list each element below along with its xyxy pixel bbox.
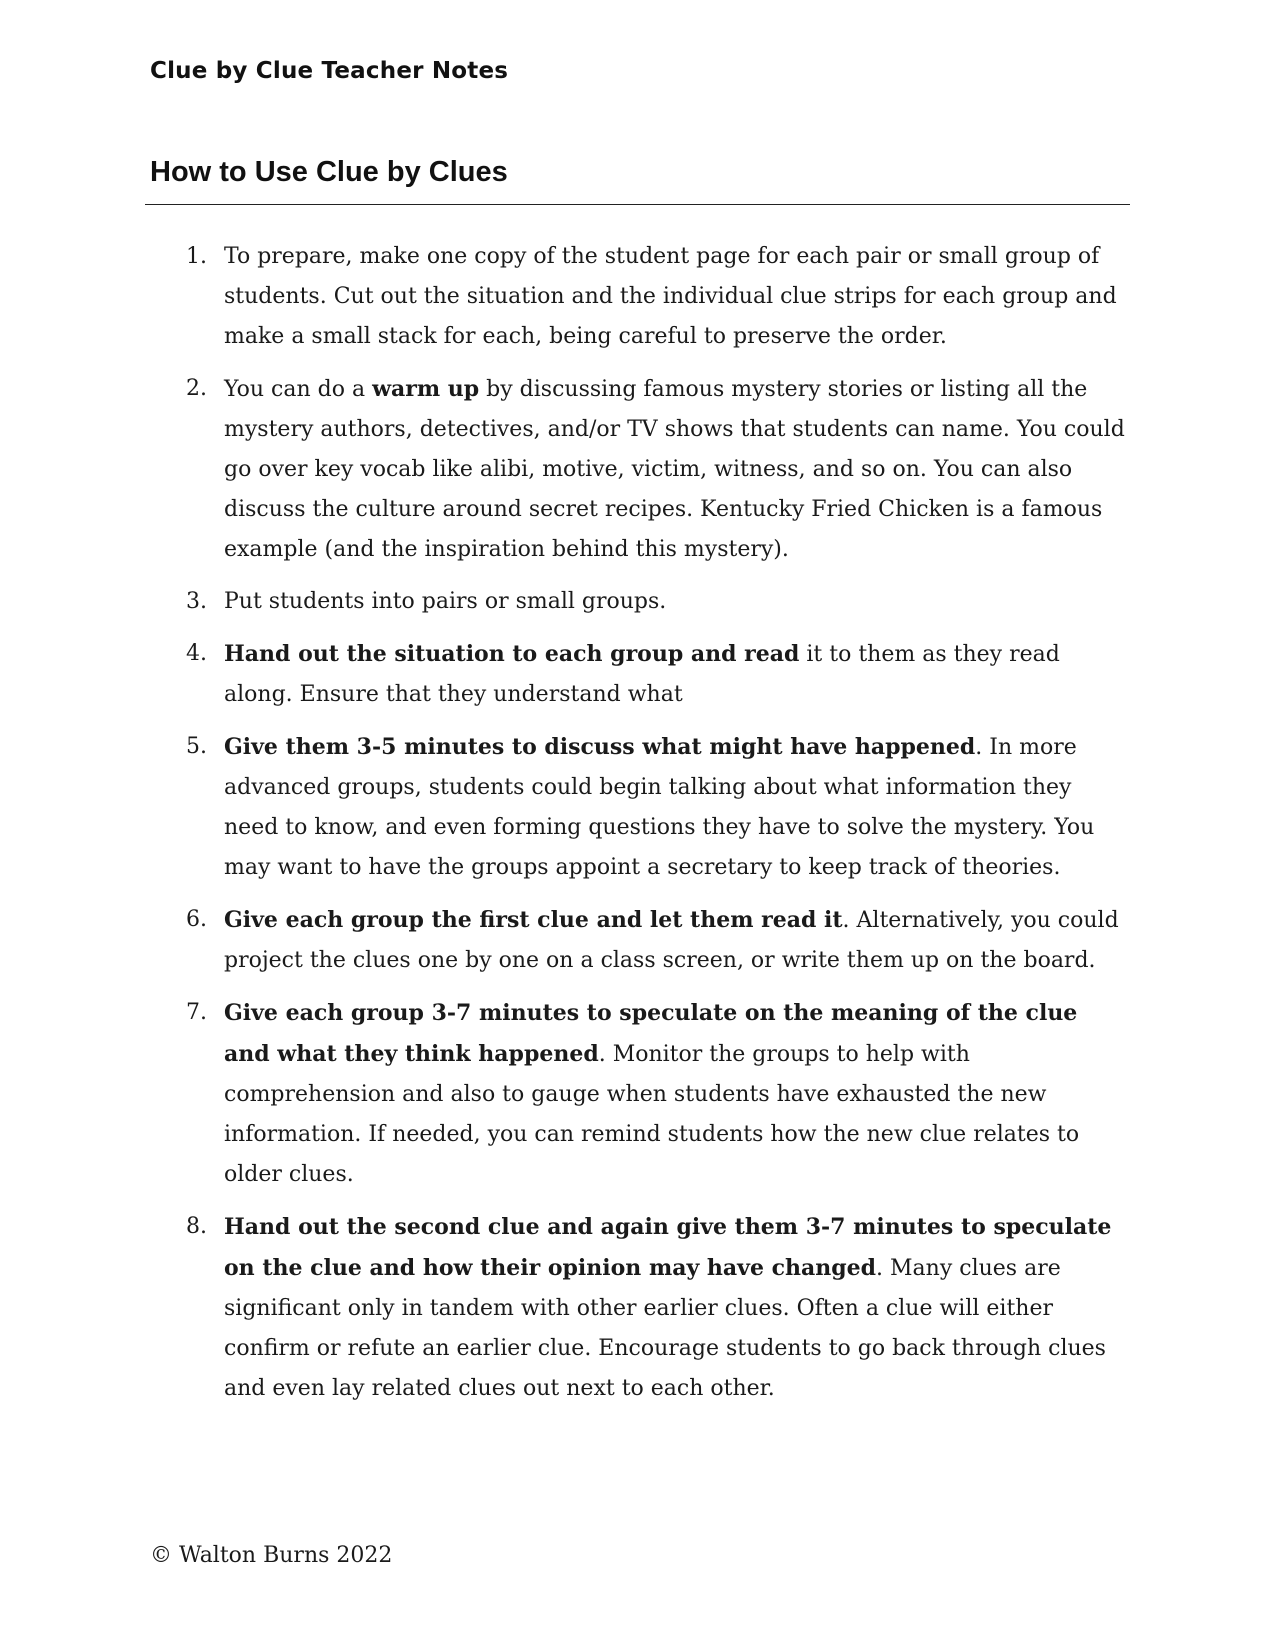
step-emphasis: Hand out the situation to each group and read (224, 641, 800, 667)
step-number: 3. (186, 589, 207, 614)
step-number: 7. (186, 1000, 207, 1025)
instruction-step (150, 993, 1130, 1195)
step-text: . In more advanced groups, students could begin talking about what information they need to know, and even forming questions they have to solve the mystery. You may want to have the groups appoint a secretary to keep track of theories. (224, 735, 1095, 880)
step-emphasis: Hand out the second clue and again give them 3-7 minutes to speculate on the clue and how their opinion may have changed (224, 1214, 1112, 1281)
step-number: 2. (186, 376, 207, 401)
step-text-lead: You can do a (224, 377, 373, 402)
instruction-step (150, 582, 1130, 622)
step-text: To prepare, make one copy of the student page for each pair or small group of students. Cut out the situation and the individual clue strips for each group and make a small stack for each, being careful to preserve the order. (224, 244, 1117, 349)
step-text: . Alternatively, you could project the clues one by one on a class screen, or write them up on the board. (224, 908, 1119, 973)
instruction-step (150, 634, 1130, 715)
step-emphasis: Give each group 3-7 minutes to speculate on the meaning of the clue and what they think happened (224, 1000, 1078, 1067)
step-number: 8. (186, 1214, 207, 1239)
step-text: Put students into pairs or small groups. (224, 589, 667, 614)
step-text: . Many clues are significant only in tandem with other earlier clues. Often a clue will either confirm or refute an earlier clue. Encourage students to go back through clues and even lay related clues out next to each other. (224, 1256, 1106, 1401)
step-text: by discussing famous mystery stories or listing all the mystery authors, detectives, and/or TV shows that students can name. You could go over key vocab like alibi, motive, victim, witness, and so on. You can also discuss the culture around secret recipes. Kentucky Fried Chicken is a famous example (and the inspiration behind this mystery). (224, 377, 1125, 562)
instruction-step (150, 369, 1130, 570)
running-header: Clue by Clue Teacher Notes (150, 58, 509, 84)
instruction-step (150, 1207, 1130, 1409)
step-number: 1. (186, 244, 207, 269)
step-text: . Monitor the groups to help with comprehension and also to gauge when students have exhausted the new information. If needed, you can remind students how the new clue relates to older clues. (224, 1042, 1080, 1187)
step-number: 5. (186, 734, 207, 759)
instruction-list (150, 237, 1130, 1421)
instruction-step (150, 727, 1130, 888)
step-number: 4. (186, 641, 207, 666)
step-emphasis: warm up (372, 376, 480, 402)
step-emphasis: Give them 3-5 minutes to discuss what might have happened (224, 734, 976, 760)
section-divider (145, 204, 1130, 205)
section-title: How to Use Clue by Clues (150, 156, 508, 188)
copyright-footer: © Walton Burns 2022 (150, 1543, 393, 1568)
step-number: 6. (186, 907, 207, 932)
step-text: it to them as they read along. Ensure that they understand what (224, 642, 1060, 707)
instruction-step (150, 900, 1130, 981)
instruction-step (150, 237, 1130, 357)
step-emphasis: Give each group the first clue and let them read it (224, 907, 843, 933)
